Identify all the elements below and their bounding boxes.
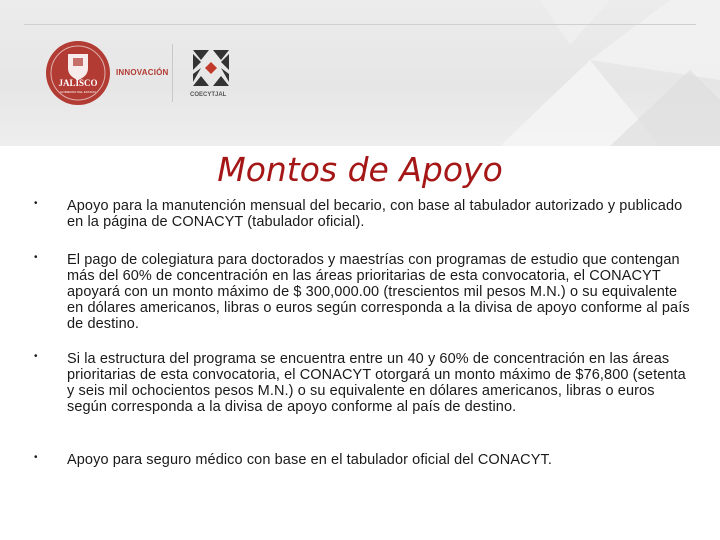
bullet-icon: • bbox=[34, 452, 38, 463]
header-decoration bbox=[460, 0, 720, 146]
logo-divider bbox=[172, 44, 173, 102]
header-rule bbox=[24, 24, 696, 25]
slide-title: Montos de Apoyo bbox=[217, 150, 503, 189]
coecytjal-logo bbox=[191, 48, 231, 88]
jalisco-logo-subtext: GOBIERNO DEL ESTADO bbox=[60, 90, 96, 94]
jalisco-logo-text: JALISCO bbox=[58, 78, 98, 88]
jalisco-logo bbox=[45, 40, 111, 106]
bullet-icon: • bbox=[34, 351, 38, 362]
bullet-text: Apoyo para la manutención mensual del becario, con base al tabulador autorizado y publicado en la página de CONACYT (tabulador oficial). bbox=[67, 198, 683, 230]
bullet-text: Si la estructura del programa se encuentra entre un 40 y 60% de concentración en las áreas prioritarias de esta convocatoria, el CONACYT otorgará un monto máximo de $76,800 (setenta y seis mil ochocientos pesos M.N.) o su equivalente en dólares americanos, libras o euros según corresponda a la divisa de apoyo conforme al país de destino. bbox=[67, 351, 686, 415]
bullet-icon: • bbox=[34, 252, 38, 263]
bullet-icon: • bbox=[34, 198, 38, 209]
bullet-text: El pago de colegiatura para doctorados y maestrías con programas de estudio que contengan más del 60% de concentración en las áreas prioritarias de esta convocatoria, el CONACYT apoyará con un monto máximo de $ 300,000.00 (trescientos mil pesos M.N.) o su equivalente en dólares americanos, libras o euros según corresponda a la divisa de apoyo conforme al país de destino. bbox=[67, 252, 690, 332]
innovacion-label: INNOVACIÓN bbox=[116, 68, 169, 77]
bullet-text: Apoyo para seguro médico con base en el tabulador oficial del CONACYT. bbox=[67, 452, 552, 468]
coecytjal-label: COECYTJAL bbox=[190, 92, 227, 98]
